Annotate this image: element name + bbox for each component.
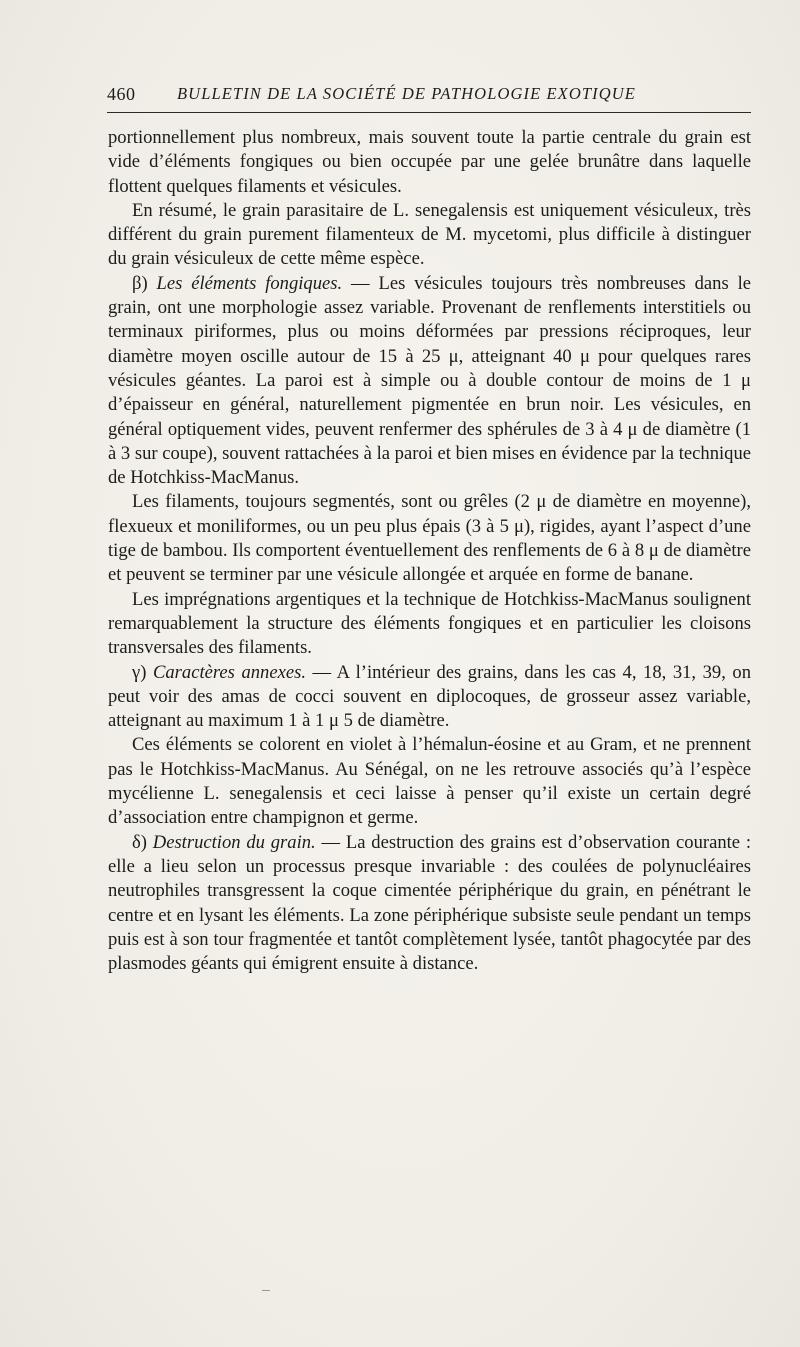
paragraph-summary: En résumé, le grain parasitaire de L. senegalensis est uniquement vésiculeux, très différent du grain purement filamenteux de M. mycetomi, plus difficile à distinguer du grain vésiculeux de cette même espèce. bbox=[108, 199, 751, 270]
running-title: BULLETIN DE LA SOCIÉTÉ DE PATHOLOGIE EXOTIQUE bbox=[177, 84, 636, 103]
paragraph-continuation: portionnellement plus nombreux, mais souvent toute la partie centrale du grain est vide d’éléments fongiques ou bien occupée par une gelée brunâtre dans laquelle flottent quelques filaments et vésicules. bbox=[108, 127, 751, 197]
paragraph-filaments: Les filaments, toujours segmentés, sont ou grêles (2 μ de diamètre en moyenne), flexueux et moniliformes, ou un peu plus épais (3 à 5 μ), rigides, ayant l’aspect d’une tige de bambou. Ils comportent éventuellement des renflements de 6 à 8 μ de diamètre et peuvent se terminer par une vésicule allongée et arquée en forme de banane. bbox=[108, 491, 751, 586]
header-rule bbox=[107, 112, 751, 113]
body-text bbox=[108, 126, 751, 976]
section-marker-beta: β) bbox=[132, 272, 148, 294]
paragraph-fungal-elements bbox=[108, 272, 751, 491]
section-marker-gamma: γ) bbox=[132, 661, 147, 683]
section-text-fungal-elements: — Les vésicules toujours très nombreuses dans le grain, ont une morphologie assez variable. Provenant de renflements interstitiels ou terminaux piriformes, plus ou moins déformées par pressions réciproques, leur diamètre moyen oscille autour de 15 à 25 μ, atteignant 40 μ pour quelques rares vésicules géantes. La paroi est à simple ou à double contour de moins de 1 μ d’épaisseur en général, naturellement pigmentée en brun noir. Les vésicules, en général optiquement vides, peuvent renfermer des sphérules de 3 à 4 μ de diamètre (1 à 3 sur coupe), souvent rattachées à la paroi et bien mises en évidence par la technique de Hotchkiss-MacManus. bbox=[108, 272, 751, 489]
paragraph-silver-impregnation: Les imprégnations argentiques et la technique de Hotchkiss-MacManus soulignent remarquablement la structure des éléments fongiques et en particulier les cloisons transversales des filaments. bbox=[108, 588, 751, 659]
section-text-grain-destruction: — La destruction des grains est d’observation courante : elle a lieu selon un processus presque invariable : des coulées de polynucléaires neutrophiles transgressent la coque cimentée périphérique du grain, en pénétrant le centre et en lysant les éléments. La zone périphérique subsiste seule pendant un temps puis est à son tour fragmentée et tantôt complètement lysée, tantôt phagocytée par des plasmodes géants qui émigrent ensuite à distance. bbox=[108, 831, 752, 975]
section-heading-fungal-elements: Les éléments fongiques. bbox=[156, 272, 343, 294]
page-mark bbox=[262, 1290, 270, 1291]
page-header bbox=[107, 84, 751, 110]
paragraph-staining: Ces éléments se colorent en violet à l’hémalun-éosine et au Gram, et ne prennent pas le Hotchkiss-MacManus. Au Sénégal, on ne les retrouve associés qu’à l’espèce mycélienne L. senegalensis et ceci laisse à penser qu’il existe un certain degré d’association entre champignon et germe. bbox=[108, 734, 751, 829]
paragraph-grain-destruction bbox=[108, 831, 751, 977]
section-heading-annex-characters: Caractères annexes. bbox=[152, 661, 306, 683]
page-number: 460 bbox=[107, 84, 136, 104]
paragraph-annex-characters bbox=[108, 661, 751, 734]
section-marker-delta: δ) bbox=[132, 831, 147, 853]
section-text-annex-characters: — A l’intérieur des grains, dans les cas 4, 18, 31, 39, on peut voir des amas de cocci souvent en diplocoques, de grosseur assez variable, atteignant au maximum 1 à 1 μ 5 de diamètre. bbox=[108, 661, 751, 732]
section-heading-grain-destruction: Destruction du grain. bbox=[152, 831, 316, 853]
